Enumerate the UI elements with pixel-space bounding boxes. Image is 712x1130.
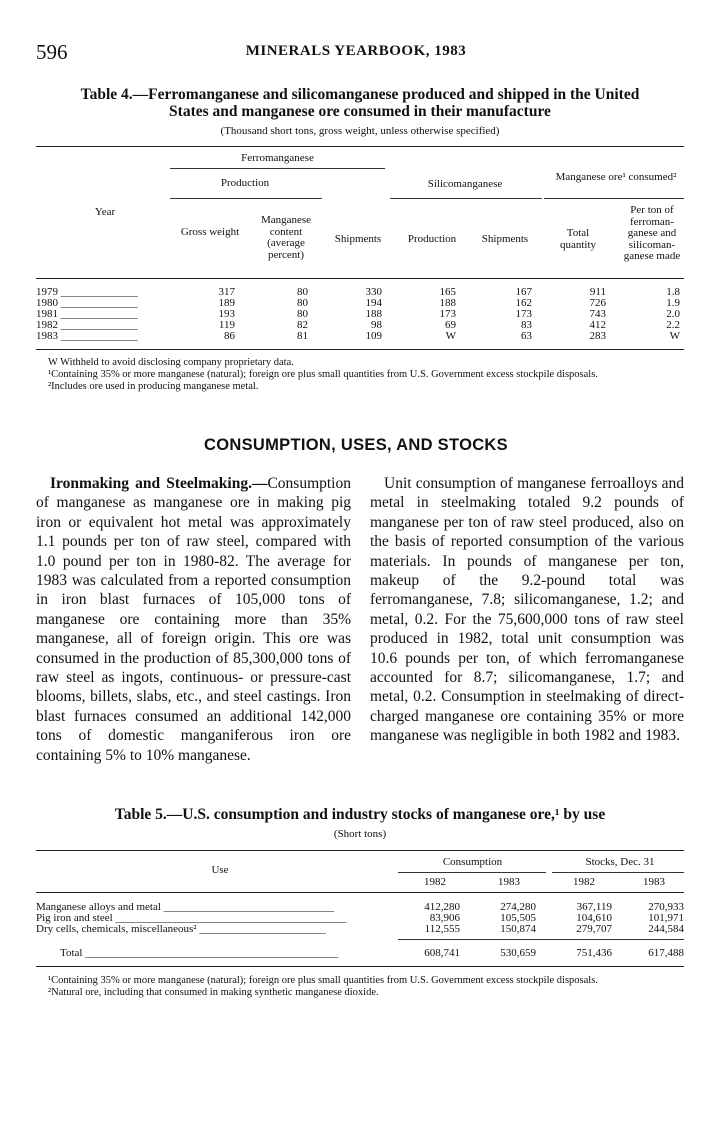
table5-cell-use: Pig iron and steel __________________________________________ <box>36 913 347 924</box>
table4-cell-content: 82 <box>297 319 308 331</box>
table5-total-rule <box>398 939 684 940</box>
table4-cell-year: 1981 ______________ <box>36 309 138 320</box>
table5-title: Table 5.—U.S. consumption and industry stocks of manganese ore,¹ by use <box>114 806 606 823</box>
table4-header-gross-weight: Gross weight <box>180 226 240 238</box>
table4-bottom-rule <box>36 349 684 350</box>
table4-cell-ore-total: 743 <box>589 308 606 320</box>
table4-production-underline <box>170 198 322 199</box>
table4-footnote-1: ¹Containing 35% or more manganese (natural); foreign ore plus small quantities from U.S. Government excess stockpile disposals. <box>48 369 598 380</box>
table5-cell-s1983: 244,584 <box>648 923 684 935</box>
table4-cell-si-production: W <box>445 330 456 342</box>
table4-cell-ore-total: 283 <box>589 330 606 342</box>
table4-cell-ore-total: 911 <box>589 286 606 298</box>
table5-cell-c1983: 530,659 <box>500 947 536 959</box>
table4-cell-si-production: 188 <box>439 297 456 309</box>
table5-header-1983a: 1983 <box>498 876 520 888</box>
table4-ferro-underline <box>170 168 385 169</box>
table4-cell-si-production: 173 <box>439 308 456 320</box>
table5-cell-c1982: 608,741 <box>424 947 460 959</box>
table4-header-si-shipments: Shipments <box>481 233 529 245</box>
table4-header-production: Production <box>220 177 270 189</box>
table4-subtitle: (Thousand short tons, gross weight, unless otherwise specified) <box>220 125 500 137</box>
table5-cell-use: Total ______________________________________________ <box>60 948 339 959</box>
table4-cell-shipments: 109 <box>365 330 382 342</box>
table5-header-1983b: 1983 <box>643 876 665 888</box>
paragraph-text: Consumption of manganese as manganese ore in making pig iron or equivalent hot metal was approximately 1.1 pounds per ton of raw steel, compared with 1.0 pound per ton in 1980-82. The average for 1983 was calculated from a reported consumption in iron blast furnaces of 105,000 tons of manganese ore containing more than 35% manganese, all of foreign origin. This ore was consumed in the production of 85,300,000 tons of raw steel as ingots, continuous- or pressure-cast blooms, billets, slabs, etc., and steel castings. Iron blast furnaces consumed an additional 142,000 tons of domestic manganiferous iron ore containing 5% to 10% manganese. <box>36 475 351 764</box>
table5-cell-c1982: 83,906 <box>429 912 460 924</box>
table4-cell-si-production: 69 <box>445 319 456 331</box>
paragraph-text: Unit consumption of manganese ferroalloys and metal in steelmaking totaled 9.2 pounds of manganese per ton of raw steel produced, also on the basis of reported consumption of the various materials. In pounds of manganese per ton, makeup of the 9.2-pound total was ferromanganese, 7.8; silicomanganese, 1.2; and metal, 0.2. For the 75,600,000 tons of raw steel produced in 1982, total unit consumption was 10.6 pounds per ton, of which ferromanganese accounted for 8.7; silicomanganese, 1.7; and metal, 0.2. Consumption in steelmaking of direct-charged manganese ore containing 35% or more manganese was negligible in both 1982 and 1983. <box>370 475 684 745</box>
table5-header-1982a: 1982 <box>424 876 446 888</box>
table5-cell-use: Manganese alloys and metal _______________________________ <box>36 902 335 913</box>
table4-cell-shipments: 98 <box>371 319 382 331</box>
table4-cell-gross: 119 <box>218 319 235 331</box>
table4-cell-year: 1982 ______________ <box>36 320 138 331</box>
table4-silico-underline <box>390 198 542 199</box>
table4-cell-si-production: 165 <box>439 286 456 298</box>
table4-cell-content: 81 <box>297 330 308 342</box>
table5-footnote-2: ²Natural ore, including that consumed in making synthetic manganese dioxide. <box>48 987 379 998</box>
table5-cell-s1982: 279,707 <box>576 923 612 935</box>
table4-cell-shipments: 194 <box>365 297 382 309</box>
table4-cell-year: 1979 ______________ <box>36 287 138 298</box>
table4-header-per-ton: Per ton of ferroman-ganese and silicoman-ganese made <box>623 204 681 262</box>
table4-header-silicomanganese: Silicomanganese <box>427 178 503 190</box>
table5-cell-c1982: 412,280 <box>424 901 460 913</box>
table4-footnotes <box>36 357 684 393</box>
table4-cell-si-shipments: 162 <box>515 297 532 309</box>
table5-cell-c1983: 150,874 <box>500 923 536 935</box>
table5-bottom-rule <box>36 966 684 967</box>
table5-cell-s1982: 367,119 <box>576 901 612 913</box>
table4-cell-per-ton: 1.9 <box>666 297 680 309</box>
table5-header-consumption: Consumption <box>442 856 503 868</box>
table4-cell-content: 80 <box>297 308 308 320</box>
table5-cell-s1983: 101,971 <box>648 912 684 924</box>
table4-cell-gross: 317 <box>218 286 235 298</box>
page-number: 596 <box>36 40 68 64</box>
table4-cell-si-shipments: 63 <box>521 330 532 342</box>
table5-header-stocks: Stocks, Dec. 31 <box>585 856 655 868</box>
table5-stocks-underline <box>552 872 684 873</box>
table4-header-manganese-content: Manganese content (average percent) <box>260 214 312 261</box>
body-column-1 <box>36 474 351 765</box>
table5-cell-s1983: 617,488 <box>648 947 684 959</box>
table4-cell-per-ton: 2.0 <box>666 308 680 320</box>
table4-title-line1: Table 4.—Ferromanganese and silicomanganese produced and shipped in the United <box>80 86 640 103</box>
table5-header-rule <box>36 892 684 893</box>
table4-cell-shipments: 188 <box>365 308 382 320</box>
table5-cell-use: Dry cells, chemicals, miscellaneous² _______________________ <box>36 924 326 935</box>
table4-cell-gross: 193 <box>218 308 235 320</box>
table4-ore-underline <box>544 198 684 199</box>
table4-cell-si-shipments: 167 <box>515 286 532 298</box>
table5-cell-c1983: 105,505 <box>500 912 536 924</box>
table4-cell-year: 1983 ______________ <box>36 331 138 342</box>
table5-header-1982b: 1982 <box>573 876 595 888</box>
table4-cell-content: 80 <box>297 286 308 298</box>
table4-cell-gross: 189 <box>218 297 235 309</box>
table4-cell-ore-total: 726 <box>589 297 606 309</box>
section-heading: CONSUMPTION, USES, AND STOCKS <box>204 436 508 454</box>
table4-header-rule <box>36 278 684 279</box>
table4-header-ferromanganese: Ferromanganese <box>241 152 314 164</box>
table5-cell-c1983: 274,280 <box>500 901 536 913</box>
table4-footnote-2: ²Includes ore used in producing manganese metal. <box>48 381 259 392</box>
table4-cell-per-ton: W <box>669 330 680 342</box>
table5-footnote-1: ¹Containing 35% or more manganese (natural); foreign ore plus small quantities from U.S. Government excess stockpile disposals. <box>48 975 598 986</box>
table5-top-rule <box>36 850 684 851</box>
paragraph-lead-in: Ironmaking and Steelmaking.— <box>50 475 268 492</box>
table4-cell-si-shipments: 173 <box>515 308 532 320</box>
table5-header-use: Use <box>211 864 229 876</box>
table4-header-ore-consumed: Manganese ore¹ consumed² <box>555 171 677 183</box>
table5-cell-s1982: 751,436 <box>576 947 612 959</box>
table4-cell-ore-total: 412 <box>589 319 606 331</box>
table5-cell-c1982: 112,555 <box>424 923 460 935</box>
running-title: MINERALS YEARBOOK, 1983 <box>245 43 467 59</box>
body-column-2 <box>370 474 684 746</box>
table4-title-line2: States and manganese ore consumed in their manufacture <box>169 103 551 120</box>
table4-top-rule <box>36 146 684 147</box>
table4-cell-content: 80 <box>297 297 308 309</box>
table5-cell-s1982: 104,610 <box>576 912 612 924</box>
table5-cell-s1983: 270,933 <box>648 901 684 913</box>
table4-cell-per-ton: 2.2 <box>666 319 680 331</box>
table4-cell-gross: 86 <box>224 330 235 342</box>
table4-header-year: Year <box>94 206 116 218</box>
table4-header-shipments: Shipments <box>334 233 382 245</box>
table5-subtitle: (Short tons) <box>333 828 387 840</box>
table4-cell-si-shipments: 83 <box>521 319 532 331</box>
table4-cell-per-ton: 1.8 <box>666 286 680 298</box>
table4-footnote-w: W Withheld to avoid disclosing company proprietary data. <box>48 357 294 368</box>
table4-cell-shipments: 330 <box>365 286 382 298</box>
table4-header-si-production: Production <box>407 233 457 245</box>
table5-consumption-underline <box>398 872 546 873</box>
table4-cell-year: 1980 ______________ <box>36 298 138 309</box>
table4-header-total-quantity: Total quantity <box>559 227 597 251</box>
table5-footnotes <box>36 975 684 999</box>
